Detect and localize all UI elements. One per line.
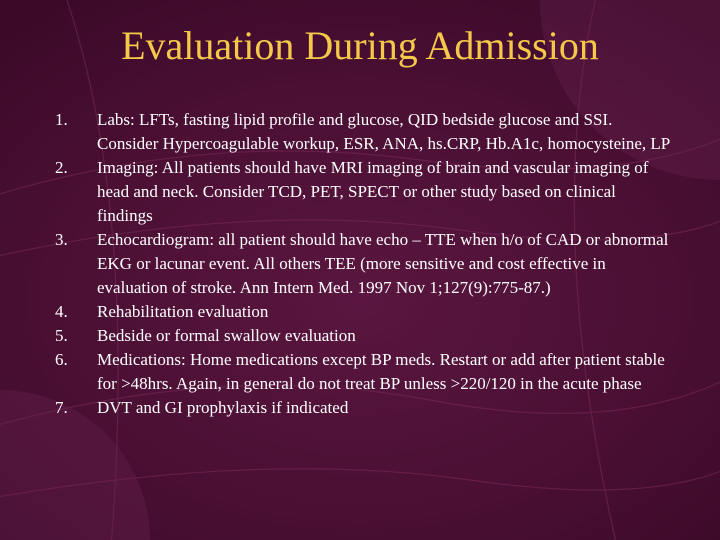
list-item-text: Imaging: All patients should have MRI imaging of brain and vascular imaging of head and neck. Consider TCD, PET, SPECT or other study based on clinical findings (97, 158, 649, 225)
list-item (55, 348, 675, 396)
list-item (55, 156, 675, 228)
list-item-number: 6. (55, 350, 68, 369)
list-item-number: 1. (55, 110, 68, 129)
list-item-text: DVT and GI prophylaxis if indicated (97, 398, 349, 417)
slide-title: Evaluation During Admission (121, 23, 599, 68)
evaluation-list (55, 108, 675, 420)
list-item (55, 324, 675, 348)
list-item-text: Medications: Home medications except BP meds. Restart or add after patient stable for >48hrs. Again, in general do not treat BP unless >220/120 in the acute phase (97, 350, 665, 393)
list-item-number: 5. (55, 326, 68, 345)
list-item-number: 4. (55, 302, 68, 321)
list-item (55, 300, 675, 324)
list-item-text: Rehabilitation evaluation (97, 302, 269, 321)
list-item-text: Labs: LFTs, fasting lipid profile and glucose, QID bedside glucose and SSI. Consider Hypercoagulable workup, ESR, ANA, hs.CRP, Hb.A1c, homocysteine, LP (97, 110, 671, 153)
list-item-text: Echocardiogram: all patient should have echo – TTE when h/o of CAD or abnormal EKG or lacunar event. All others TEE (more sensitive and cost effective in evaluation of stroke. Ann Intern Med. 1997 Nov 1;127(9):775-87.) (97, 230, 669, 297)
list-item (55, 108, 675, 156)
list-item (55, 396, 675, 420)
list-item (55, 228, 675, 300)
list-item-number: 3. (55, 230, 68, 249)
list-item-number: 7. (55, 398, 68, 417)
list-item-number: 2. (55, 158, 68, 177)
list-item-text: Bedside or formal swallow evaluation (97, 326, 356, 345)
